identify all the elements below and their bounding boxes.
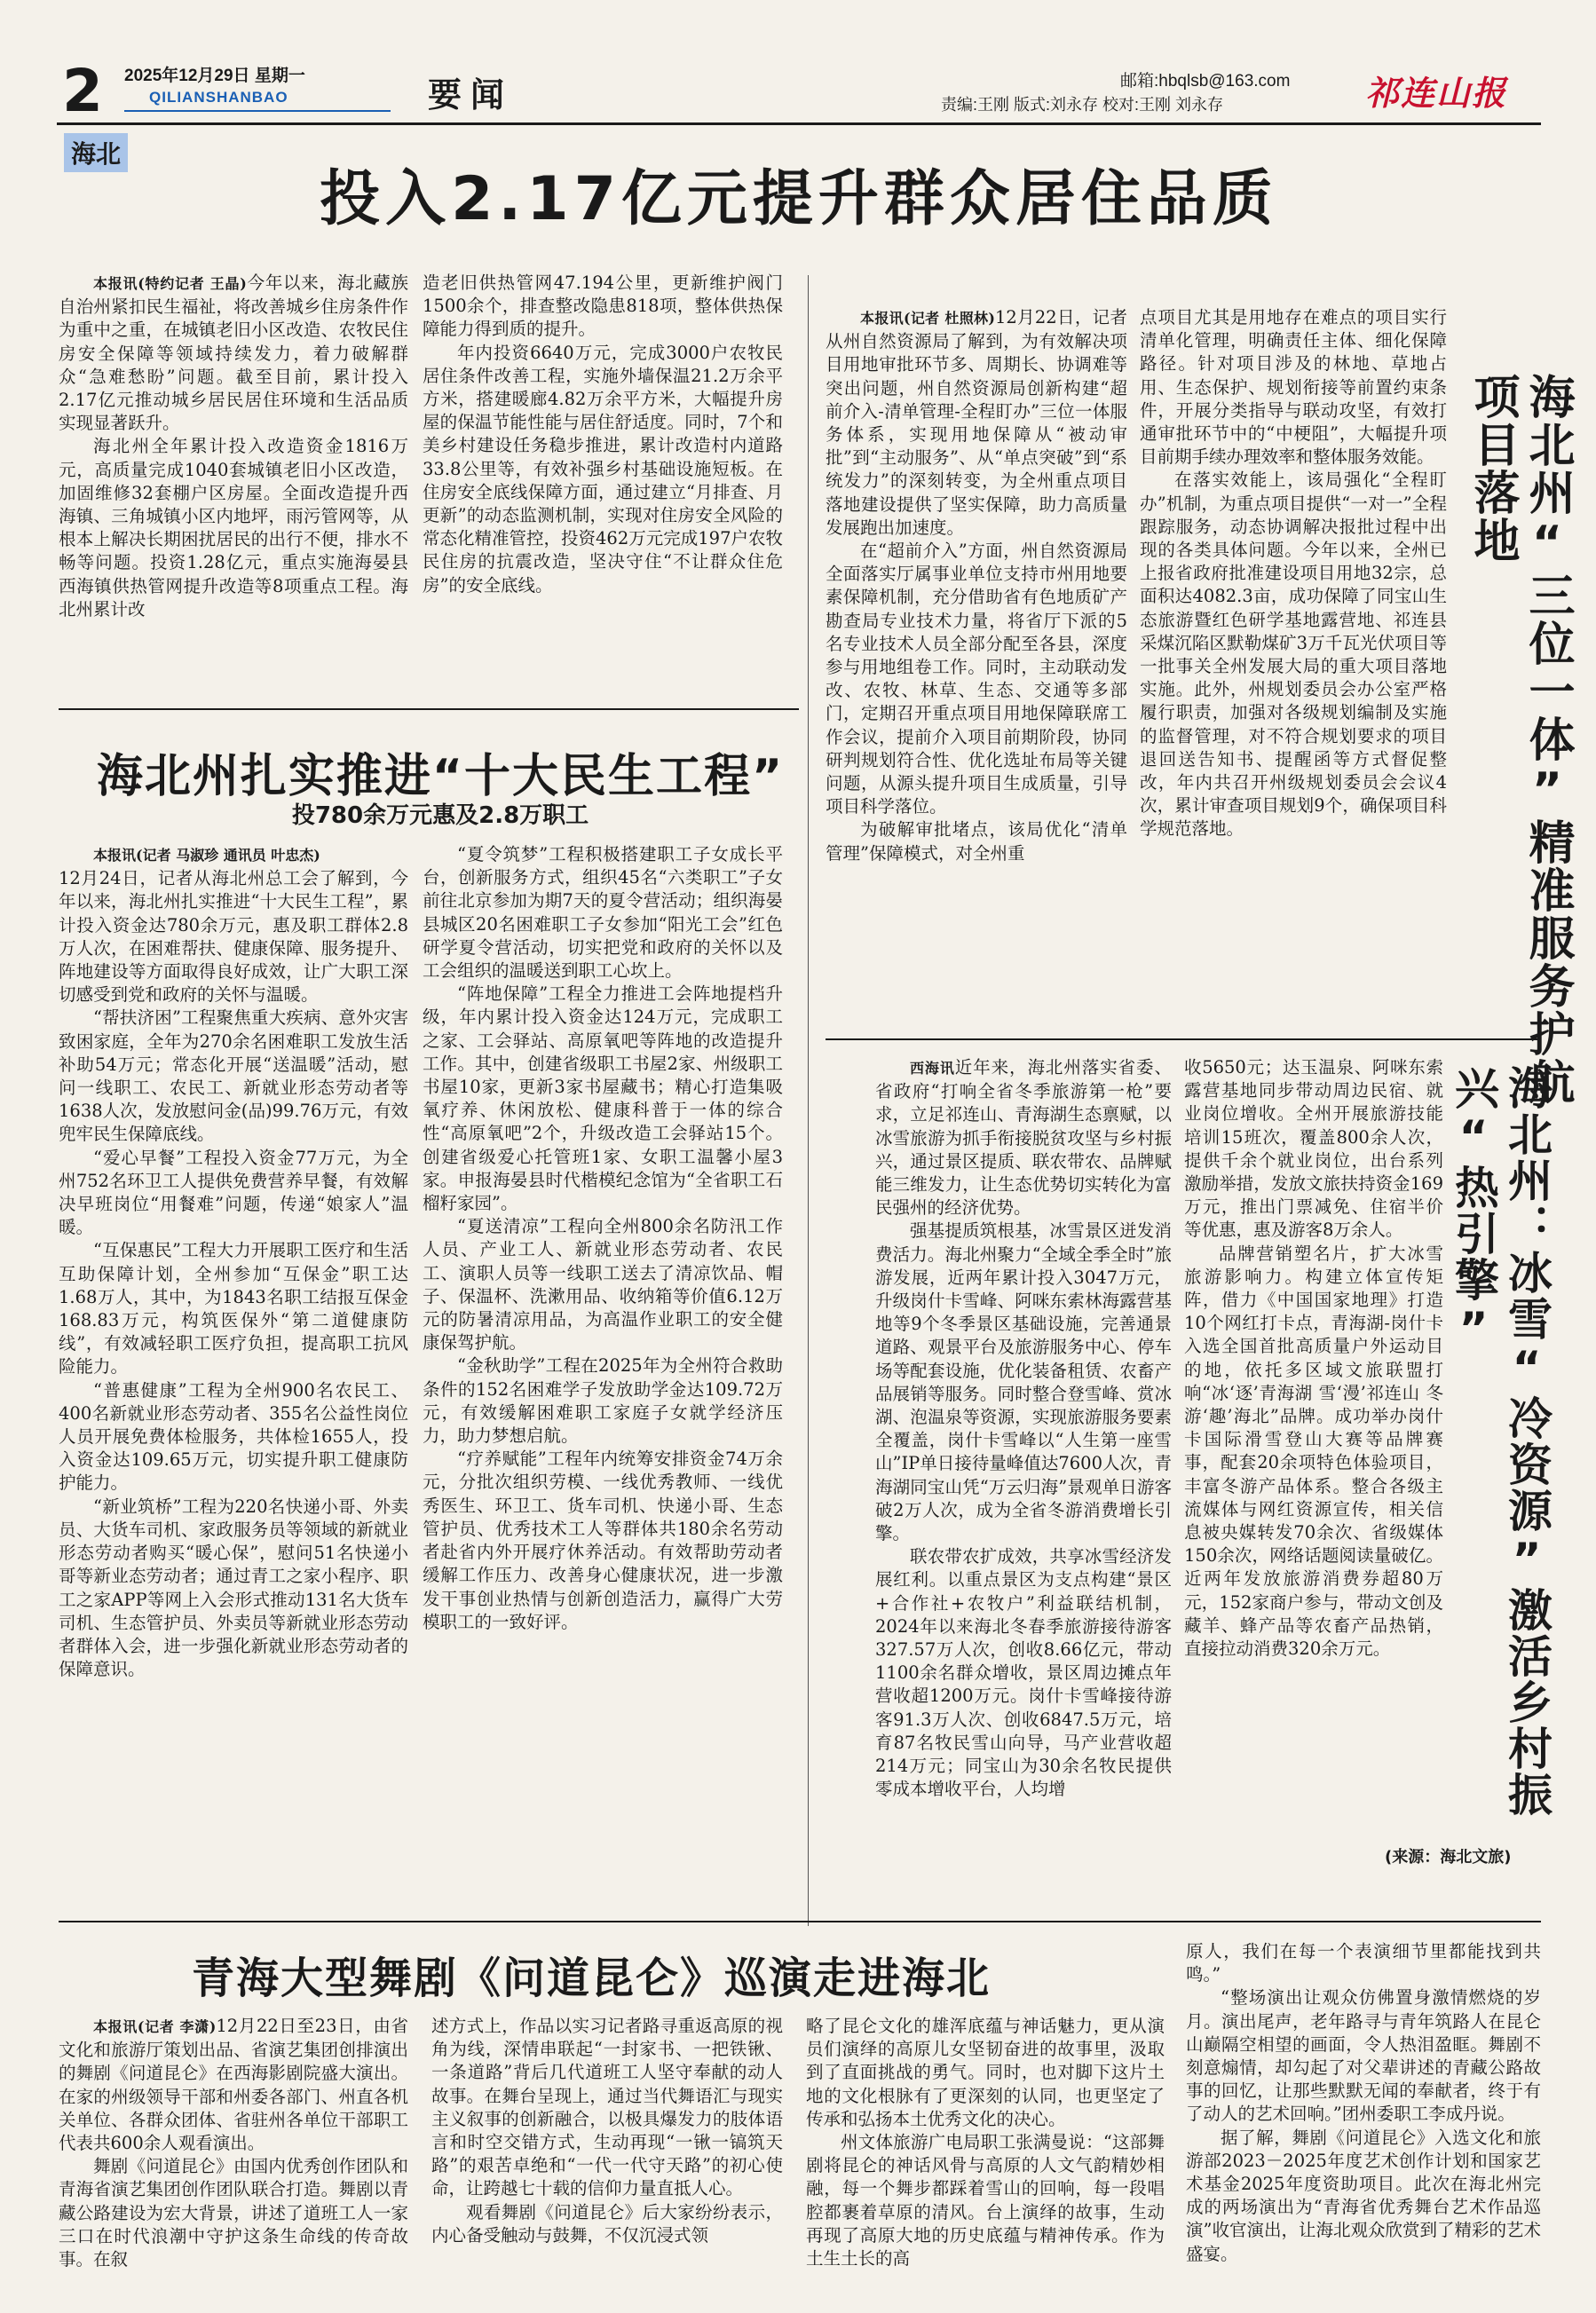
header-divider bbox=[124, 110, 391, 112]
article3-col2: 点项目尤其是用地存在难点的项目实行清单化管理，明确责任主体、细化保障路径。针对项目涉及的林地、草地占用、生态保护、规划衔接等前置约束条件，开展分类指导与联动攻坚，有效打通审批环节中的“中梗阻”，大幅提升项目前期手续办理效率和整体服务效能。 在落实效能上，该局强化“全程盯办”机制，为重点项目提供“一对一”全程跟踪服务，动态协调解决报批过程中出现的各类具体问题。今年以来，全州已上报省政府批准建设项目用地32宗，总面积达4082.3亩，成功保障了同宝山生态旅游暨红色研学基地露营地、祁连县采煤沉陷区默勒煤矿3万千瓦光伏项目等一批事关全州发展大局的重大项目落地实施。此外，州规划委员会办公室严格履行职责，加强对各级规划编制及实施的监督管理，对不符合规划要求的项目退回送告知书、提醒函等方式督促整改，年内共召开州级规划委员会会议4次，累计审查项目规划9个，确保项目科学规范落地。 bbox=[1140, 307, 1447, 840]
article4-source: (来源：海北文旅) bbox=[1385, 1848, 1512, 1867]
paper-name-en: QILIANSHANBAO bbox=[149, 89, 288, 106]
article5-col3: 略了昆仑文化的雄浑底蕴与神话魅力，更从演员们演绎的高原儿女坚韧奋进的故事里，汲取到了直面挑战的勇气。同时，也对脚下这片土地的文化根脉有了更深刻的认同，也更坚定了传承和弘扬本土优秀文化的决心。 州文体旅游广电局职工张满曼说：“这部舞剧将昆仑的神话风骨与高原的人文气韵精妙相融，每一个舞步都踩着雪山的回响，每一段唱腔都裹着草原的清风。台上演绎的故事，生动再现了高原大地的历史底蕴与精神传承。作为土生土长的高 bbox=[806, 2016, 1165, 2270]
article2-byline: 本报讯(记者 马淑珍 通讯员 叶忠杰) bbox=[93, 847, 320, 864]
article5-col4: 原人，我们在每一个表演细节里都能找到共鸣。” “整场演出让观众仿佛置身激情燃烧的岁月。演出尾声，老年路寻与青年筑路人在昆仑山巅隔空相望的画面，令人热泪盈眶。舞剧不刻意煽情，却勾起了对父辈讲述的青藏公路故事的回忆，让那些默默无闻的奉献者，终于有了动人的艺术回响。”团州委职工李成丹说。 据了解，舞剧《问道昆仑》入选文化和旅游部2023－2025年度艺术创作计划和国家艺术基金2025年度资助项目。此次在海北州完成的两场演出为“青海省优秀舞台艺术作品巡演”收官演出，让海北观众欣赏到了精彩的艺术盛宴。 bbox=[1186, 1941, 1541, 2264]
paper-logo: 祁连山报 bbox=[1365, 73, 1508, 113]
article1-col2: 造老旧供热管网47.194公里，更新维护阀门1500余个，排查整改隐患818项，整体供热保障能力得到质的提升。 年内投资6640万元，完成3000户农牧民居住条件改善工程，实施外墙保温21.2万余平方米，搭建暖廊4.82万余平方米，大幅提升房屋的保温节能性能与居住舒适度。同时，7个和美乡村建设任务稳步推进，累计改造村内道路33.8公里等，有效补强乡村基础设施短板。在住房安全底线保障方面，通过建立“月排查、月更新”的动态监测机制，实现对住房安全风险的常态化精准管控，投资462万元完成197户农牧民住房的抗震改造，坚决守住“不让群众住危房”的安全底线。 bbox=[423, 272, 783, 596]
article5-byline: 本报讯(记者 李潇) bbox=[93, 2018, 217, 2035]
article4-byline: 西海讯 bbox=[910, 1060, 955, 1077]
article5-headline: 青海大型舞剧《问道昆仑》巡演走进海北 bbox=[191, 1954, 991, 2003]
article5-top-rule bbox=[59, 1921, 1541, 1922]
article1-col1: 本报讯(特约记者 王晶)今年以来，海北藏族自治州紧扣民生福祉，将改善城乡住房条件作为重中之重，在城镇老旧小区改造、农牧民住房安全保障等领域持续发力，着力破解群众“急难愁盼”问题。截至目前，累计投入2.17亿元推动城乡居民居住环境和生活品质实现显著跃升。 海北州全年累计投入改造资金1816万元，高质量完成1040套城镇老旧小区改造，加固维修32套棚户区房屋。全面改造提升西海镇、三角城镇小区内地坪，雨污管网等，从根本上解决长期困扰居民的出行不便，排水不畅等问题。投资1.28亿元，重点实施海晏县西海镇供热管网提升改造等8项重点工程。海北州累计改 bbox=[59, 272, 408, 620]
article2-col2: “夏令筑梦”工程积极搭建职工子女成长平台，创新服务方式，组织45名“六类职工”子女前往北京参加为期7天的夏令营活动；组织海晏县城区20名困难职工子女参加“阳光工会”红色研学夏令营活动，切实把党和政府的关怀以及工会组织的温暖送到职工心坎上。 “阵地保障”工程全力推进工会阵地提档升级，年内累计投入资金达124万元，完成职工之家、工会驿站、高原氧吧等阵地的改造提升工作。其中，创建省级职工书屋2家、州级职工书屋10家，更新3家书屋藏书；精心打造集吸氧疗养、休闲放松、健康科普于一体的综合性“高原氧吧”2个，升级改造工会驿站15个。创建省级爱心托管班1家、女职工温馨小屋3家。申报海晏县时代楷模纪念馆为“全省职工石榴籽家园”。 “夏送清凉”工程向全州800余名防汛工作人员、产业工人、新就业形态劳动者、农民工、演职人员等一线职工送去了清凉饮品、帽子、保温杯、洗漱用品、收纳箱等价值6.12万元的防暑清凉用品，为高温作业职工的安全健康保驾护航。 “金秋助学”工程在2025年为全州符合救助条件的152名困难学子发放助学金达109.72万元，有效缓解困难职工家庭子女就学经济压力，助力梦想启航。 “疗养赋能”工程年内统筹安排资金74万余元，分批次组织劳模、一线优秀教师、一线优秀医生、环卫工、货车司机、快递小哥、生态管护员、优秀技术工人等群体共180余名劳动者赴省内外开展疗休养活动。有效帮助劳动者缓解工作压力、改善身心健康状况，进一步激发干事创业热情与创新创造活力，赢得广大劳模职工的一致好评。 bbox=[423, 844, 783, 1632]
article5-col1: 本报讯(记者 李潇)12月22日至23日，由省文化和旅游厅策划出品、省演艺集团创排演出的舞剧《问道昆仑》在西海影剧院盛大演出。在家的州级领导干部和州委各部门、州直各机关单位、各群众团体、省驻州各单位干部职工代表共600余人观看演出。 舞剧《问道昆仑》由国内优秀创作团队和青海省演艺集团创作团队联合打造。舞剧以青藏公路建设为宏大背景，讲述了道班工人一家三口在时代浪潮中守护这条生命线的传奇故事。在叙 bbox=[59, 2016, 408, 2270]
email: 邮箱:hbqlsb@163.com bbox=[1120, 72, 1291, 91]
region-tag: 海北 bbox=[64, 133, 128, 172]
article1-bottom-rule bbox=[59, 708, 799, 710]
column-divider bbox=[808, 275, 809, 1926]
issue-date: 2025年12月29日 星期一 bbox=[124, 67, 305, 85]
article3-col1: 本报讯(记者 杜照林)12月22日，记者从州自然资源局了解到，为有效解决项目用地审批环节多、周期长、协调难等突出问题，州自然资源局创新构建“超前介入-清单管理-全程盯办”三位一体服务体系，实现用地保障从“被动审批”到“主动服务”、从“单点突破”到“系统发力”的深刻转变，为全州重点项目落地建设提供了坚实保障，助力高质量发展跑出加速度。 在“超前介入”方面，州自然资源局全面落实厅属事业单位支持市州用地要素保障机制，充分借助省有色地质矿产勘查局专业技术力量，将省厅下派的5名专业技术人员全部分配至各县，深度参与用地组卷工作。同时，主动联动发改、农牧、林草、生态、交通等多部门，定期召开重点项目用地保障联席工作会议，提前介入项目前期阶段，协同研判规划符合性、优化选址布局等关键问题，从源头提升项目生成质量，引导项目科学落位。 为破解审批堵点，该局优化“清单管理”保障模式，对全州重 bbox=[826, 307, 1127, 864]
top-rule bbox=[57, 122, 1541, 125]
article1-headline: 投入2.17亿元提升群众居住品质 bbox=[320, 164, 1278, 234]
article3-bottom-rule bbox=[826, 1038, 1541, 1040]
article3-headline: 海北州“三位一体”精准服务护航项目落地 bbox=[1466, 373, 1574, 1106]
article5-col2: 述方式上，作品以实习记者路寻重返高原的视角为线，深情串联起“一封家书、一把铁锹、一条道路”背后几代道班工人坚守奉献的动人故事。在舞台呈现上，通过当代舞语汇与现实主义叙事的创新融合，以极具爆发力的肢体语言和时空交错方式，生动再现“一锹一镐筑天路”的艰苦卓绝和“一代一代守天路”的初心使命，让跨越七十载的信仰力量直抵人心。 观看舞剧《问道昆仑》后大家纷纷表示，内心备受触动与鼓舞，不仅沉浸式领 bbox=[431, 2016, 783, 2246]
article2-headline: 海北州扎实推进“十大民生工程” bbox=[96, 750, 785, 803]
article4-headline: 海北州：冰雪“冷资源”激活乡村振兴“热引擎” bbox=[1448, 1065, 1553, 1818]
article4-col1: 西海讯近年来，海北州落实省委、省政府“打响全省冬季旅游第一枪”要求，立足祁连山、青海湖生态禀赋，以冰雪旅游为抓手衔接脱贫攻坚与乡村振兴，通过景区提质、联农带农、品牌赋能三维发力，让生态优势切实转化为富民强州的经济优势。 强基提质筑根基，冰雪景区迸发消费活力。海北州聚力“全域全季全时”旅游发展，近两年累计投入3047万元，升级岗什卡雪峰、阿咪东索林海露营基地等9个冬季景区基础设施，完善通景道路、观景平台及旅游服务中心、停车场等配套设施，优化装备租赁、农畜产品展销等服务。同时整合登雪峰、赏冰湖、泡温泉等资源，实现旅游服务要素全覆盖，岗什卡雪峰以“人生第一座雪山”IP单日接待量峰值达7600人次，青海湖同宝山凭“万云归海”景观单日游客破2万人次，成为全省冬游消费增长引擎。 联农带农扩成效，共享冰雪经济发展红利。以重点景区为支点构建“景区+合作社+农牧户”利益联结机制，2024年以来海北冬春季旅游接待游客327.57万人次，创收8.66亿元，带动1100余名群众增收，景区周边摊点年营收超1200万元。岗什卡雪峰接待游客91.3万人次、创收6847.5万元，培育87名牧民雪山向导，马产业营收超214万元；同宝山为30余名牧民提供零成本增收平台，人均增 bbox=[875, 1057, 1172, 1800]
article2-col1: 本报讯(记者 马淑珍 通讯员 叶忠杰) 12月24日，记者从海北州总工会了解到，今年以来，海北州扎实推进“十大民生工程”，累计投入资金达780余万元，惠及职工群体2.8万人次，在困难帮扶、健康保障、服务提升、阵地建设等方面取得良好成效，让广大职工深切感受到党和政府的关怀与温暖。 “帮扶济困”工程聚焦重大疾病、意外灾害致困家庭，全年为270余名困难职工发放生活补助54万元；常态化开展“送温暖”活动，慰问一线职工、农民工、新就业形态劳动者等1638人次，发放慰问金(品)99.76万元，有效兜牢民生保障底线。 “爱心早餐”工程投入资金77万元，为全州752名环卫工人提供免费营养早餐，有效解决早班岗位“用餐难”问题，传递“娘家人”温暖。 “互保惠民”工程大力开展职工医疗和生活互助保障计划，全州参加“互保金”职工达1.68万人，其中，为1843名职工结报互保金168.83万元，构筑医保外“第二道健康防线”，有效减轻职工医疗负担，提高职工抗风险能力。 “普惠健康”工程为全州900名农民工、400名新就业形态劳动者、355名公益性岗位人员开展免费体检服务，共体检1655人，投入资金达109.65万元，切实提升职工健康防护能力。 “新业筑桥”工程为220名快递小哥、外卖员、大货车司机、家政服务员等领域的新就业形态劳动者购买“暖心保”，慰问51名快递小哥等新业态劳动者；通过青工之家小程序、职工之家APP等网上入会形式推动131名大货车司机、生态管护员、外卖员等新就业形态劳动者群体入会，进一步强化新就业形态劳动者的保障意识。 bbox=[59, 847, 408, 1680]
article3-byline: 本报讯(记者 杜照林) bbox=[860, 310, 995, 327]
section-title: 要闻 bbox=[428, 75, 514, 114]
page-number: 2 bbox=[62, 57, 103, 125]
article2-subhead: 投780余万元惠及2.8万职工 bbox=[291, 802, 589, 829]
article1-byline: 本报讯(特约记者 王晶) bbox=[93, 275, 247, 292]
staff-credits: 责编:王刚 版式:刘永存 校对:王刚 刘永存 bbox=[941, 96, 1224, 114]
article4-col2: 收5650元；达玉温泉、阿咪东索露营基地同步带动周边民宿、就业岗位增收。全州开展旅游技能培训15班次，覆盖800余人次，提供千余个就业岗位，出台系列激励举措，发放文旅扶持资金169万元，推出门票减免、住宿半价等优惠，惠及游客8万余人。 品牌营销塑名片，扩大冰雪旅游影响力。构建立体宣传矩阵，借力《中国国家地理》打造10个网红打卡点，青海湖-岗什卡入选全国首批高质量户外运动目的地，依托多区域文旅联盟打响“冰‘逐’青海湖 雪‘漫’祁连山 冬游‘趣’海北”品牌。成功举办岗什卡国际滑雪登山大赛等品牌赛事，配套20余项特色体验项目，丰富冬游产品体系。整合各级主流媒体与网红资源宣传，相关信息被央媒转发70余次、省级媒体150余次，网络话题阅读量破亿。近两年发放旅游消费券超80万元，152家商户参与，带动文创及藏羊、蜂产品等农畜产品热销，直接拉动消费320余万元。 bbox=[1184, 1057, 1443, 1660]
